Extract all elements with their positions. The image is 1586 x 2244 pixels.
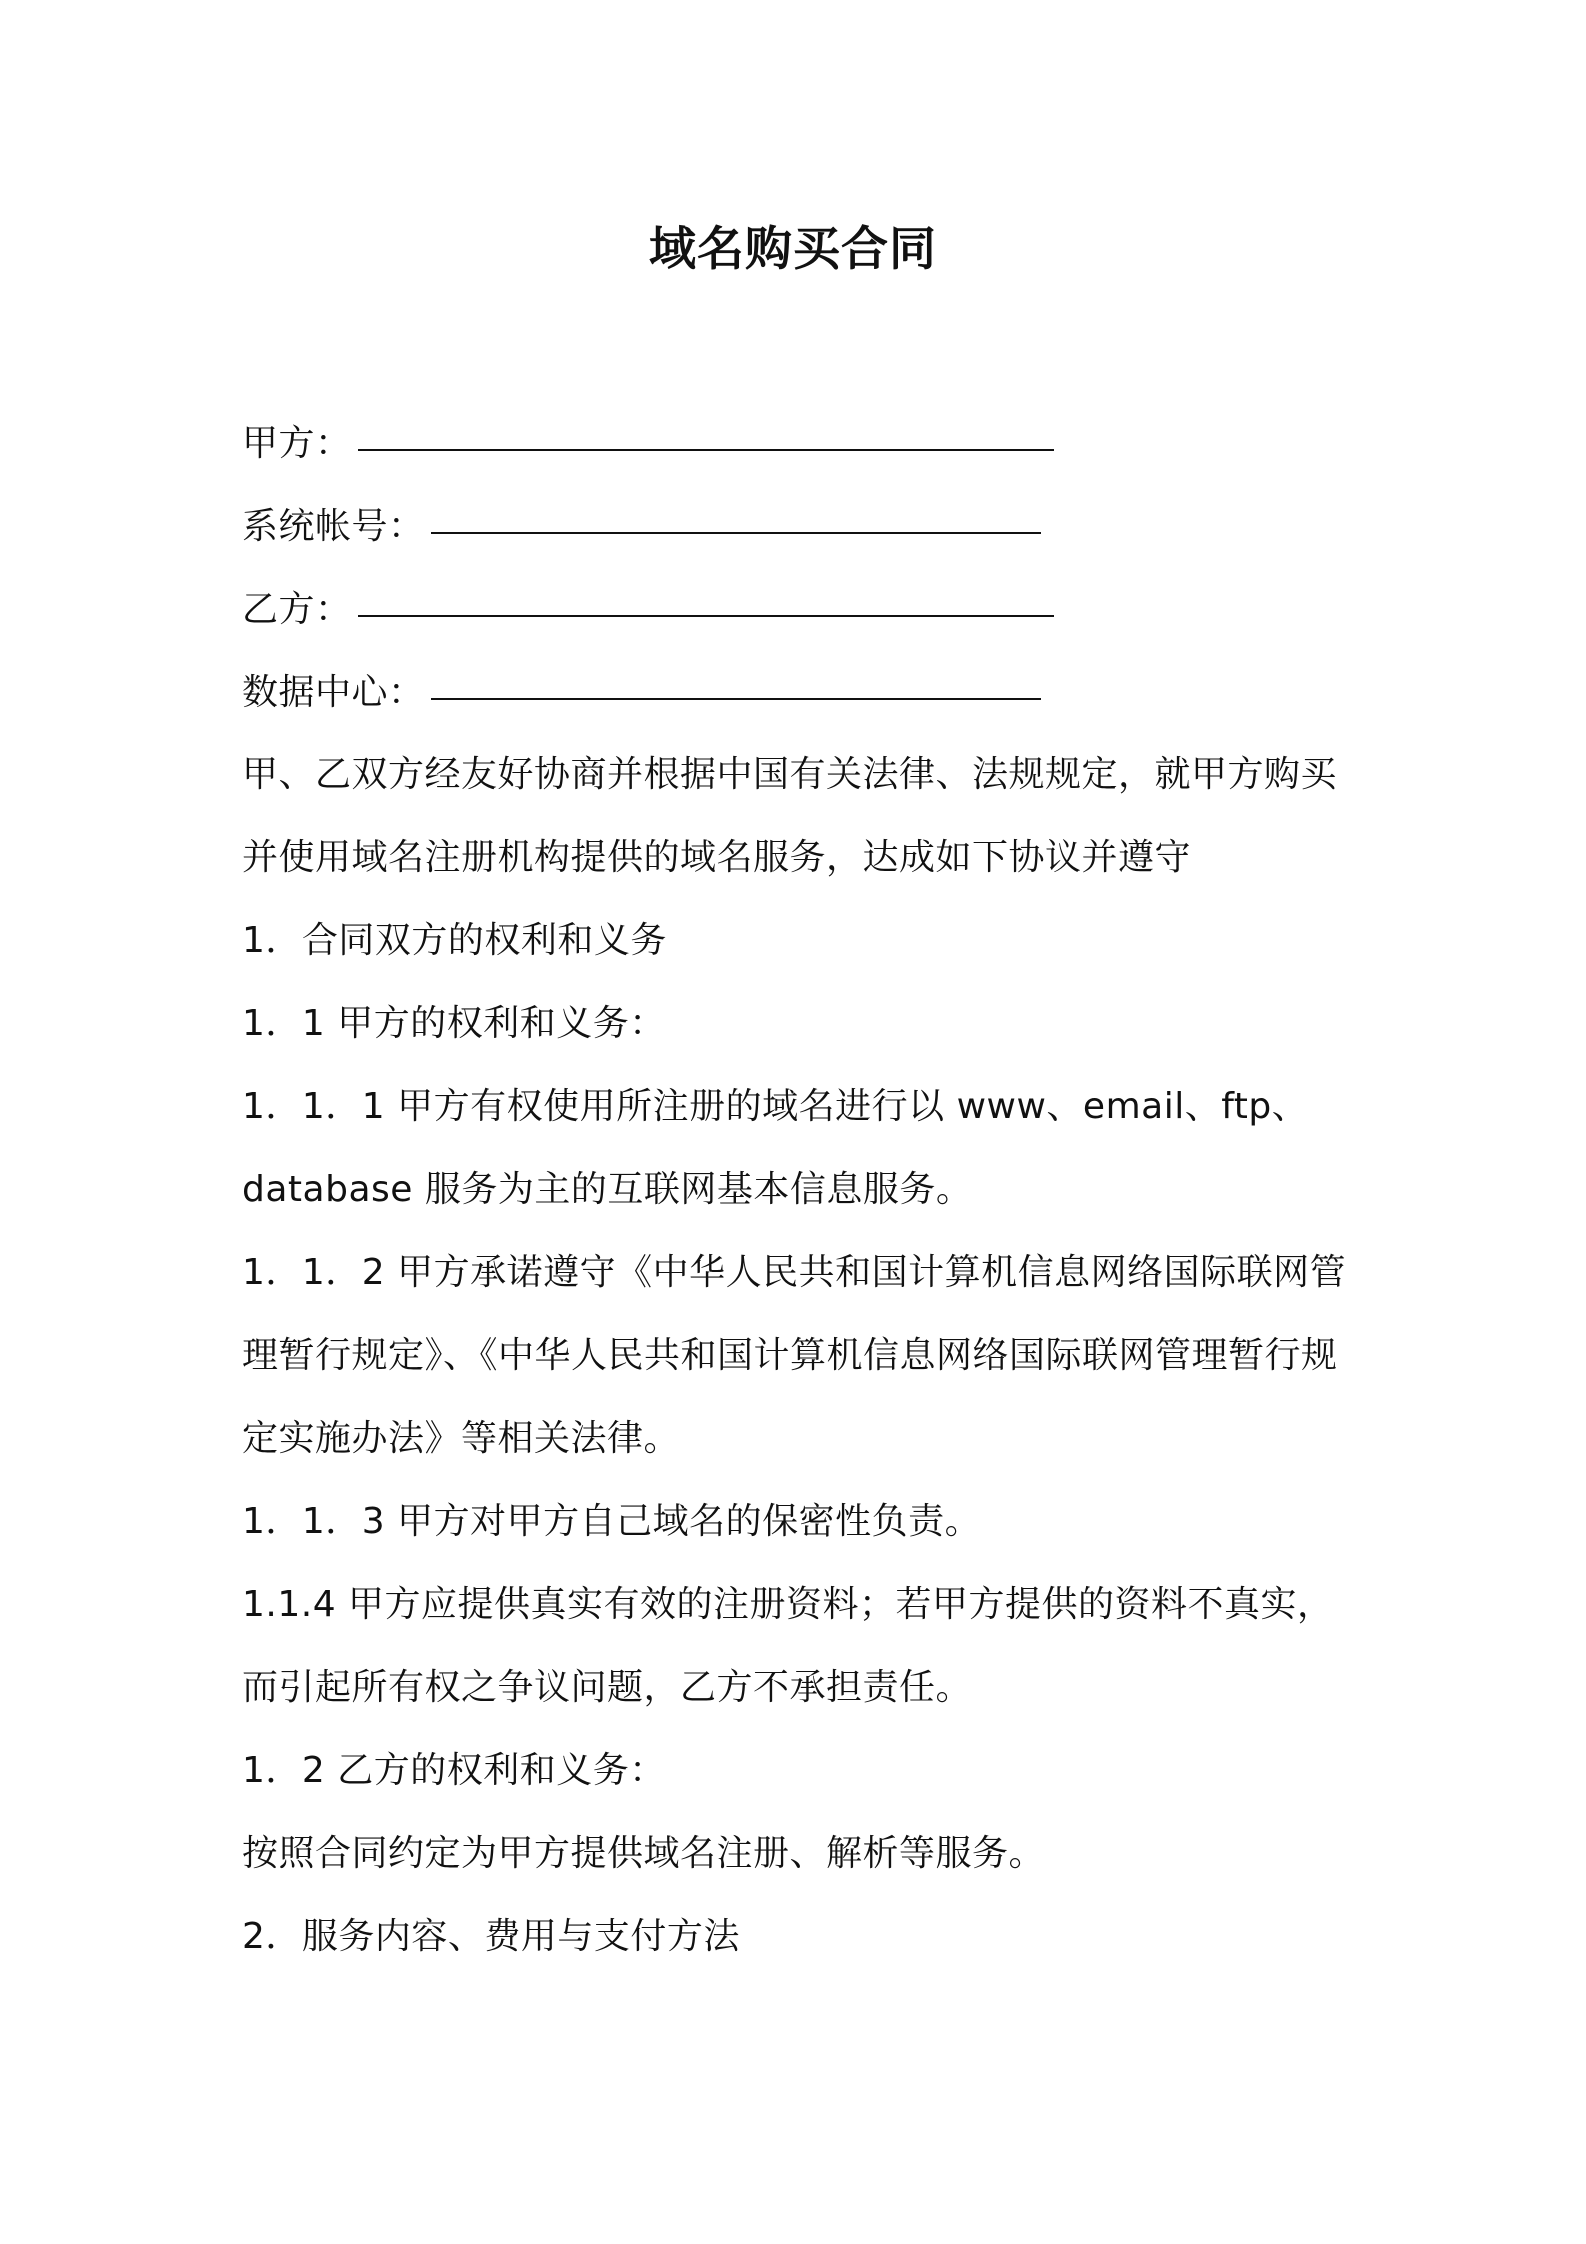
document-title: 域名购买合同 [649,222,937,277]
paragraph-line: 理暂行规定》、《中华人民共和国计算机信息网络国际联网管理暂行规 [242,1335,1338,1376]
paragraph-line: 并使用域名注册机构提供的域名服务，达成如下协议并遵守 [242,837,1192,878]
field-party-a [242,414,1054,474]
paragraph-line: 1．1．3 甲方对甲方自己域名的保密性负责。 [242,1501,982,1542]
section-heading: 2．服务内容、费用与支付方法 [242,1916,740,1957]
paragraph-line: 甲、乙双方经友好协商并根据中国有关法律、法规规定，就甲方购买 [242,754,1338,795]
paragraph-line: 而引起所有权之争议问题，乙方不承担责任。 [242,1667,973,1708]
field-blank-data-center[interactable] [431,662,1041,700]
field-label: 系统帐号： [242,506,425,547]
field-data-center [242,663,1041,723]
field-label: 数据中心： [242,672,425,713]
field-blank-system-account[interactable] [431,496,1041,534]
field-party-b [242,580,1054,640]
section-heading: 1．合同双方的权利和义务 [242,920,667,961]
field-system-account [242,497,1041,557]
subsection-heading: 1．1 甲方的权利和义务： [242,1003,666,1044]
field-label: 乙方： [242,589,352,630]
subsection-heading: 1．2 乙方的权利和义务： [242,1750,666,1791]
field-blank-party-a[interactable] [358,413,1054,451]
paragraph-line: 1．1．1 甲方有权使用所注册的域名进行以 www、email、ftp、 [242,1086,1309,1127]
field-blank-party-b[interactable] [358,579,1054,617]
field-label: 甲方： [242,423,352,464]
paragraph-line: database 服务为主的互联网基本信息服务。 [242,1169,973,1210]
paragraph-line: 定实施办法》等相关法律。 [242,1418,681,1459]
paragraph-line: 1．1．2 甲方承诺遵守《中华人民共和国计算机信息网络国际联网管 [242,1252,1347,1293]
paragraph-line: 1.1.4 甲方应提供真实有效的注册资料；若甲方提供的资料不真实， [242,1584,1334,1625]
paragraph-line: 按照合同约定为甲方提供域名注册、解析等服务。 [242,1833,1046,1874]
